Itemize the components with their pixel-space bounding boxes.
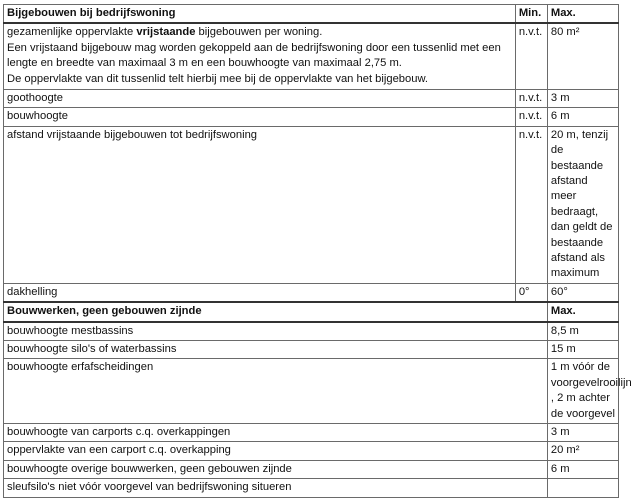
column-header-min: Min.: [515, 5, 547, 24]
row-label: bouwhoogte erfafscheidingen: [4, 359, 548, 424]
min-value: n.v.t.: [515, 89, 547, 107]
min-value: n.v.t.: [515, 126, 547, 283]
row-label: dakhelling: [4, 283, 516, 302]
section-title: Bouwwerken, geen gebouwen zijnde: [4, 302, 548, 321]
row-label-line: [7, 25, 513, 40]
row-label: bouwhoogte overige bouwwerken, geen gebouwen zijnde: [4, 460, 548, 478]
row-label: bouwhoogte van carports c.q. overkappingen: [4, 424, 548, 442]
row-label: oppervlakte van een carport c.q. overkapping: [4, 442, 548, 460]
regulations-table: [3, 4, 632, 498]
max-value: [547, 479, 618, 498]
section-title: Bijgebouwen bij bedrijfswoning: [4, 5, 516, 24]
table-row: [4, 479, 619, 498]
table-row: [4, 126, 619, 283]
text-run: gezamenlijke oppervlakte: [7, 26, 137, 39]
section-header-row: [4, 302, 619, 321]
max-value: 8,5 m: [547, 322, 618, 341]
row-label: bouwhoogte mestbassins: [4, 322, 548, 341]
table-row: [4, 442, 619, 460]
min-value: n.v.t.: [515, 23, 547, 89]
row-label: afstand vrijstaande bijgebouwen tot bedrijfswoning: [4, 126, 516, 283]
max-value: 6 m: [547, 108, 618, 126]
table-row: [4, 23, 619, 89]
row-label-line: De oppervlakte van dit tussenlid telt hierbij mee bij de oppervlakte van het bijgebouw.: [7, 72, 429, 85]
max-value: 3 m: [547, 424, 618, 442]
table-row: [4, 89, 619, 107]
min-value: n.v.t.: [515, 108, 547, 126]
table-row: [4, 424, 619, 442]
column-header-max: Max.: [547, 5, 618, 24]
max-value: 6 m: [547, 460, 618, 478]
table-row: [4, 341, 619, 359]
table-row: [4, 460, 619, 478]
max-value: 1 m vóór de voorgevelrooilijn , 2 m achter de voorgevel: [547, 359, 618, 424]
text-run: bijgebouwen per woning.: [195, 26, 323, 39]
max-value: 60°: [547, 283, 618, 302]
table-row: [4, 359, 619, 424]
row-label: bouwhoogte silo's of waterbassins: [4, 341, 548, 359]
row-label-line: Een vrijstaand bijgebouw mag worden gekoppeld aan de bedrijfswoning door een tussenlid met een: [7, 41, 501, 54]
table-row: [4, 322, 619, 341]
max-value: 80 m²: [547, 23, 618, 89]
max-value: 20 m²: [547, 442, 618, 460]
min-value: 0°: [515, 283, 547, 302]
max-value: 20 m, tenzij de bestaande afstand meer bedraagt, dan geldt de bestaande afstand als maximum: [547, 126, 618, 283]
max-value: 15 m: [547, 341, 618, 359]
row-label: [4, 23, 516, 89]
table-row: [4, 283, 619, 302]
row-label: goothoogte: [4, 89, 516, 107]
table-row: [4, 108, 619, 126]
section-header-row: [4, 5, 619, 24]
row-label: bouwhoogte: [4, 108, 516, 126]
row-label: sleufsilo's niet vóór voorgevel van bedrijfswoning situeren: [4, 479, 548, 498]
max-value: 3 m: [547, 89, 618, 107]
row-label-line: lengte en breedte van maximaal 3 m en een bouwhoogte van maximaal 2,75 m.: [7, 57, 402, 70]
column-header-max: Max.: [547, 302, 618, 321]
bold-text: vrijstaande: [136, 26, 196, 39]
